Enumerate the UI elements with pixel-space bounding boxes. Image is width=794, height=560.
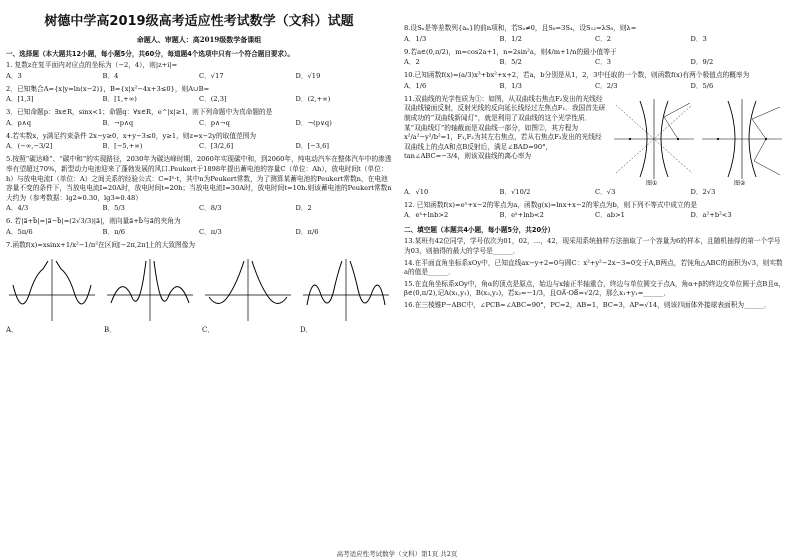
question-text: 2．已知集合A={x|y=ln(x−2)}，B={x|x²−4x+3≤0}，则A∪B= — [6, 84, 210, 93]
figure-1-label: 图① — [646, 179, 658, 187]
right-column — [404, 0, 786, 548]
choice-a: A．3 — [6, 71, 22, 80]
question-text: 4.若实数x，y满足约束条件 2x−y≥0，x+y−3≤0，y≥1，则z=x−2y的取值范围为 — [6, 131, 257, 140]
question-2 — [6, 85, 392, 105]
question-text: 9.若a∈(0,π/2)，m=cos2a+1，n=2sin²a，则4/m+1/n的最小值等于 — [404, 47, 617, 56]
choice-b: B．π/6 — [102, 227, 126, 236]
hyperbola-figures — [610, 95, 786, 187]
graph-option-c — [202, 255, 294, 336]
question-8 — [404, 24, 786, 44]
choice-b: B．[−5,+∞) — [102, 142, 143, 151]
question-text: 3．已知命题p：∃x∈R，sinx<1；命题q：∀x∈R，e^|x|≥1，则下列命题中为真命题的是 — [6, 108, 273, 117]
choices — [6, 141, 392, 151]
choice-a: A．√10 — [404, 187, 429, 196]
answer-graphs — [6, 255, 392, 336]
choice-c: C． — [202, 325, 215, 334]
figure-2-label: 图② — [734, 179, 746, 187]
question-11 — [404, 95, 786, 197]
choice-b: B．5/2 — [499, 58, 522, 67]
choice-a: A．4/3 — [6, 204, 29, 213]
question-7 — [6, 241, 392, 335]
choice-d: D．5/6 — [690, 81, 714, 90]
question-text: 7.函数f(x)=xsinx+1/x²−1/π²在区间[−2π,2π]上的大致图像为 — [6, 240, 196, 249]
choice-b: B．¬p∧q — [102, 118, 134, 127]
choice-b: B．[1,+∞) — [102, 95, 137, 104]
choices — [6, 118, 392, 128]
page-title: 树德中学高2019级高考适应性考试数学（文科）试题 — [44, 14, 354, 29]
choice-a: A．p∧q — [6, 118, 31, 127]
choice-d: D．π/6 — [295, 227, 319, 236]
choice-c: C．π/3 — [199, 227, 222, 236]
question-text: 11.双曲线的光学性质为①：如图，从双曲线右焦点F₂发出的光线经双曲线镜面反射，反射光线的反向延长线经过左焦点F₁．我国首先研制成功的“双曲线新闻灯”，就是利用了双曲线的这个光学性质．某“双曲线灯”的轴截面是双曲线一部分，如图②，其方程为x²/a²−y²/b²=1，F₁,F₂为其左右焦点，若从右焦点F₂发出的光线经双曲线上的点A和点B反射后，满足∠BAD=90°，tan∠ABC=−3/4，则该双曲线的离心率为 — [404, 94, 606, 161]
choice-d: D．a²+b²<3 — [690, 211, 732, 220]
question-14: 14.在平面直角坐标系xOy中，已知直线ax−y+2=0与圆C：x²+y²−2x−3=0交于A,B两点，若钝角△ABC的面积为√3，则实数a的值是______． — [404, 258, 783, 277]
choice-d: D．√19 — [295, 71, 321, 80]
question-5 — [6, 155, 392, 213]
choices — [6, 71, 392, 81]
choice-c: C．√3 — [595, 187, 616, 196]
choices — [6, 94, 392, 104]
choice-b: B．5/3 — [102, 204, 125, 213]
graph-d-figure — [300, 255, 392, 325]
choice-a: A．2 — [404, 58, 420, 67]
graph-option-b — [104, 255, 196, 336]
choice-a: A．1/6 — [404, 81, 427, 90]
choice-b: B．1/2 — [499, 34, 522, 43]
choice-c: C．2/3 — [595, 81, 618, 90]
choice-b: B．√10/2 — [499, 187, 531, 196]
question-text: 12. 已知函数f(x)=eˣ+x−2的零点为a，函数g(x)=lnx+x−2的零点为b，则下列不等式中成立的是 — [404, 200, 698, 209]
question-12 — [404, 201, 786, 221]
choice-c: C．p∧¬q — [199, 118, 230, 127]
section-heading: 二、填空题（本题共4小题，每小题5分，共20分） — [404, 226, 555, 235]
choice-a: A．5π/6 — [6, 227, 33, 236]
choice-c: C．ab>1 — [595, 211, 625, 220]
question-6 — [6, 217, 392, 237]
choice-a: A．eᵃ+lnb>2 — [404, 211, 449, 220]
question-13: 13.某班有42位同学，学号依次为01，02，…，42，现采用系统抽样方法抽取了一个容量为6的样本，且随机抽得的第一个学号为03，则抽得的最大的学号是______． — [404, 237, 781, 255]
choice-a: A．1/3 — [404, 34, 427, 43]
choices — [404, 187, 786, 197]
choice-a: A． — [6, 325, 19, 334]
question-10 — [404, 71, 786, 91]
question-15: 15.在直角坐标系xOy中，角α的顶点是原点，始边与x轴正半轴重合，终边与单位圆交于点A，角α+β的终边交单位圆于点B且α，β∈(0,π/2),记A(x₁,y₁)，B(x₂,y₂)，若x₂=−1/3，且OA⃗·OB⃗=√2/2，那么x₁+y₁=______． — [404, 279, 786, 298]
choices — [6, 227, 392, 237]
choice-c: C．8/3 — [199, 204, 222, 213]
choice-b: B．1/3 — [499, 81, 522, 90]
choice-b: B． — [104, 325, 117, 334]
choices — [404, 57, 786, 67]
question-1 — [6, 61, 392, 81]
question-text: 10.已知函数f(x)=(a/3)x³+bx²+x+2，若a，b分别是从1，2，3中任取的一个数，则函数f(x)有两个极值点的概率为 — [404, 71, 750, 80]
question-text: 5.按照“碳达峰”、“碳中和”的实现路径，2030年为碳达峰时期，2060年实现碳中和，到2060年，纯电动汽车在整体汽车中的渗透率有望超过70%，新型动力电池迎来了蓬勃发展的风口.Peukert于1898年提出蓄电池的容量C（单位：Ah），放电时间t（单位：h）与放电电流I（单位：A）之间关系的经验公式：C=Iⁿ·t，其中n为Peukert常数，为了测算某蓄电池的Peukert常数n，在电池容量不变的条件下，当放电电流I=20A时，放电时间t=20h；当放电电流I=30A时，放电时间t=10h.则该蓄电池的Peukert常数n大约为（参考数据：lg2≈0.30，lg3≈0.48） — [6, 155, 392, 202]
choice-d: D．[−3,6] — [295, 142, 330, 151]
graph-a-figure — [6, 255, 98, 325]
question-4 — [6, 132, 392, 152]
choice-d: D． — [300, 325, 313, 334]
question-text: 6. 若|a⃗+b⃗|=|a⃗−b⃗|=(2√3/3)|a⃗|，则向量a⃗+b⃗与a⃗的夹角为 — [6, 217, 181, 226]
question-text: 1. 复数z在复平面内对应点的坐标为（−2，4），则|z+i|= — [6, 61, 178, 69]
choice-b: B．eᵃ+lnb<2 — [499, 211, 544, 220]
graph-b-figure — [104, 255, 196, 325]
choices — [404, 34, 786, 44]
choice-c: C．√17 — [199, 71, 224, 80]
choice-a: A．[1,3] — [6, 95, 34, 104]
choice-d: D．3 — [690, 34, 707, 43]
graph-option-d — [300, 255, 392, 336]
choice-d: D．2√3 — [690, 187, 716, 196]
choices — [6, 203, 392, 213]
graph-option-a — [6, 255, 98, 336]
choice-d: D．¬(p∨q) — [295, 118, 332, 127]
question-3 — [6, 108, 392, 128]
choice-d: D．(2,+∞) — [295, 95, 331, 104]
graph-c-figure — [202, 255, 294, 325]
hyperbola-diagram — [610, 95, 786, 187]
question-text: 8.设Sₙ是等差数列{aₙ}的前n项和，若S₄≠0，且S₈=3S₄，设S₁₂=λS₈，则λ= — [404, 24, 637, 32]
choices — [404, 81, 786, 91]
choice-d: D．9/2 — [690, 58, 714, 67]
choice-c: C．2 — [595, 34, 612, 43]
left-column — [6, 0, 392, 548]
choice-b: B．4 — [102, 71, 119, 80]
choice-c: C．(2,3] — [199, 95, 227, 104]
page-footer: 高考适应性考试数学（文科）第1页 共2页 — [336, 550, 458, 558]
choice-c: C．[3/2,6] — [199, 142, 234, 151]
choice-a: A．(−∞,−3/2] — [6, 142, 53, 151]
section-heading: 一、选择题（本大题共12小题，每小题5分，共60分，每道题4个选项中只有一个符合题目要求）。 — [6, 50, 294, 58]
choices — [404, 210, 786, 220]
question-16: 16.在三棱锥P−ABC中，∠PCB=∠ABC=90°，PC=2，AB=1，BC=3，AP=√14，则该四面体外接球表面积为______． — [404, 300, 771, 309]
choice-d: D．2 — [295, 204, 312, 213]
question-9 — [404, 48, 786, 68]
page-subtitle: 命题人、审题人：高2019级数学备课组 — [136, 35, 262, 44]
choice-c: C．3 — [595, 58, 612, 67]
